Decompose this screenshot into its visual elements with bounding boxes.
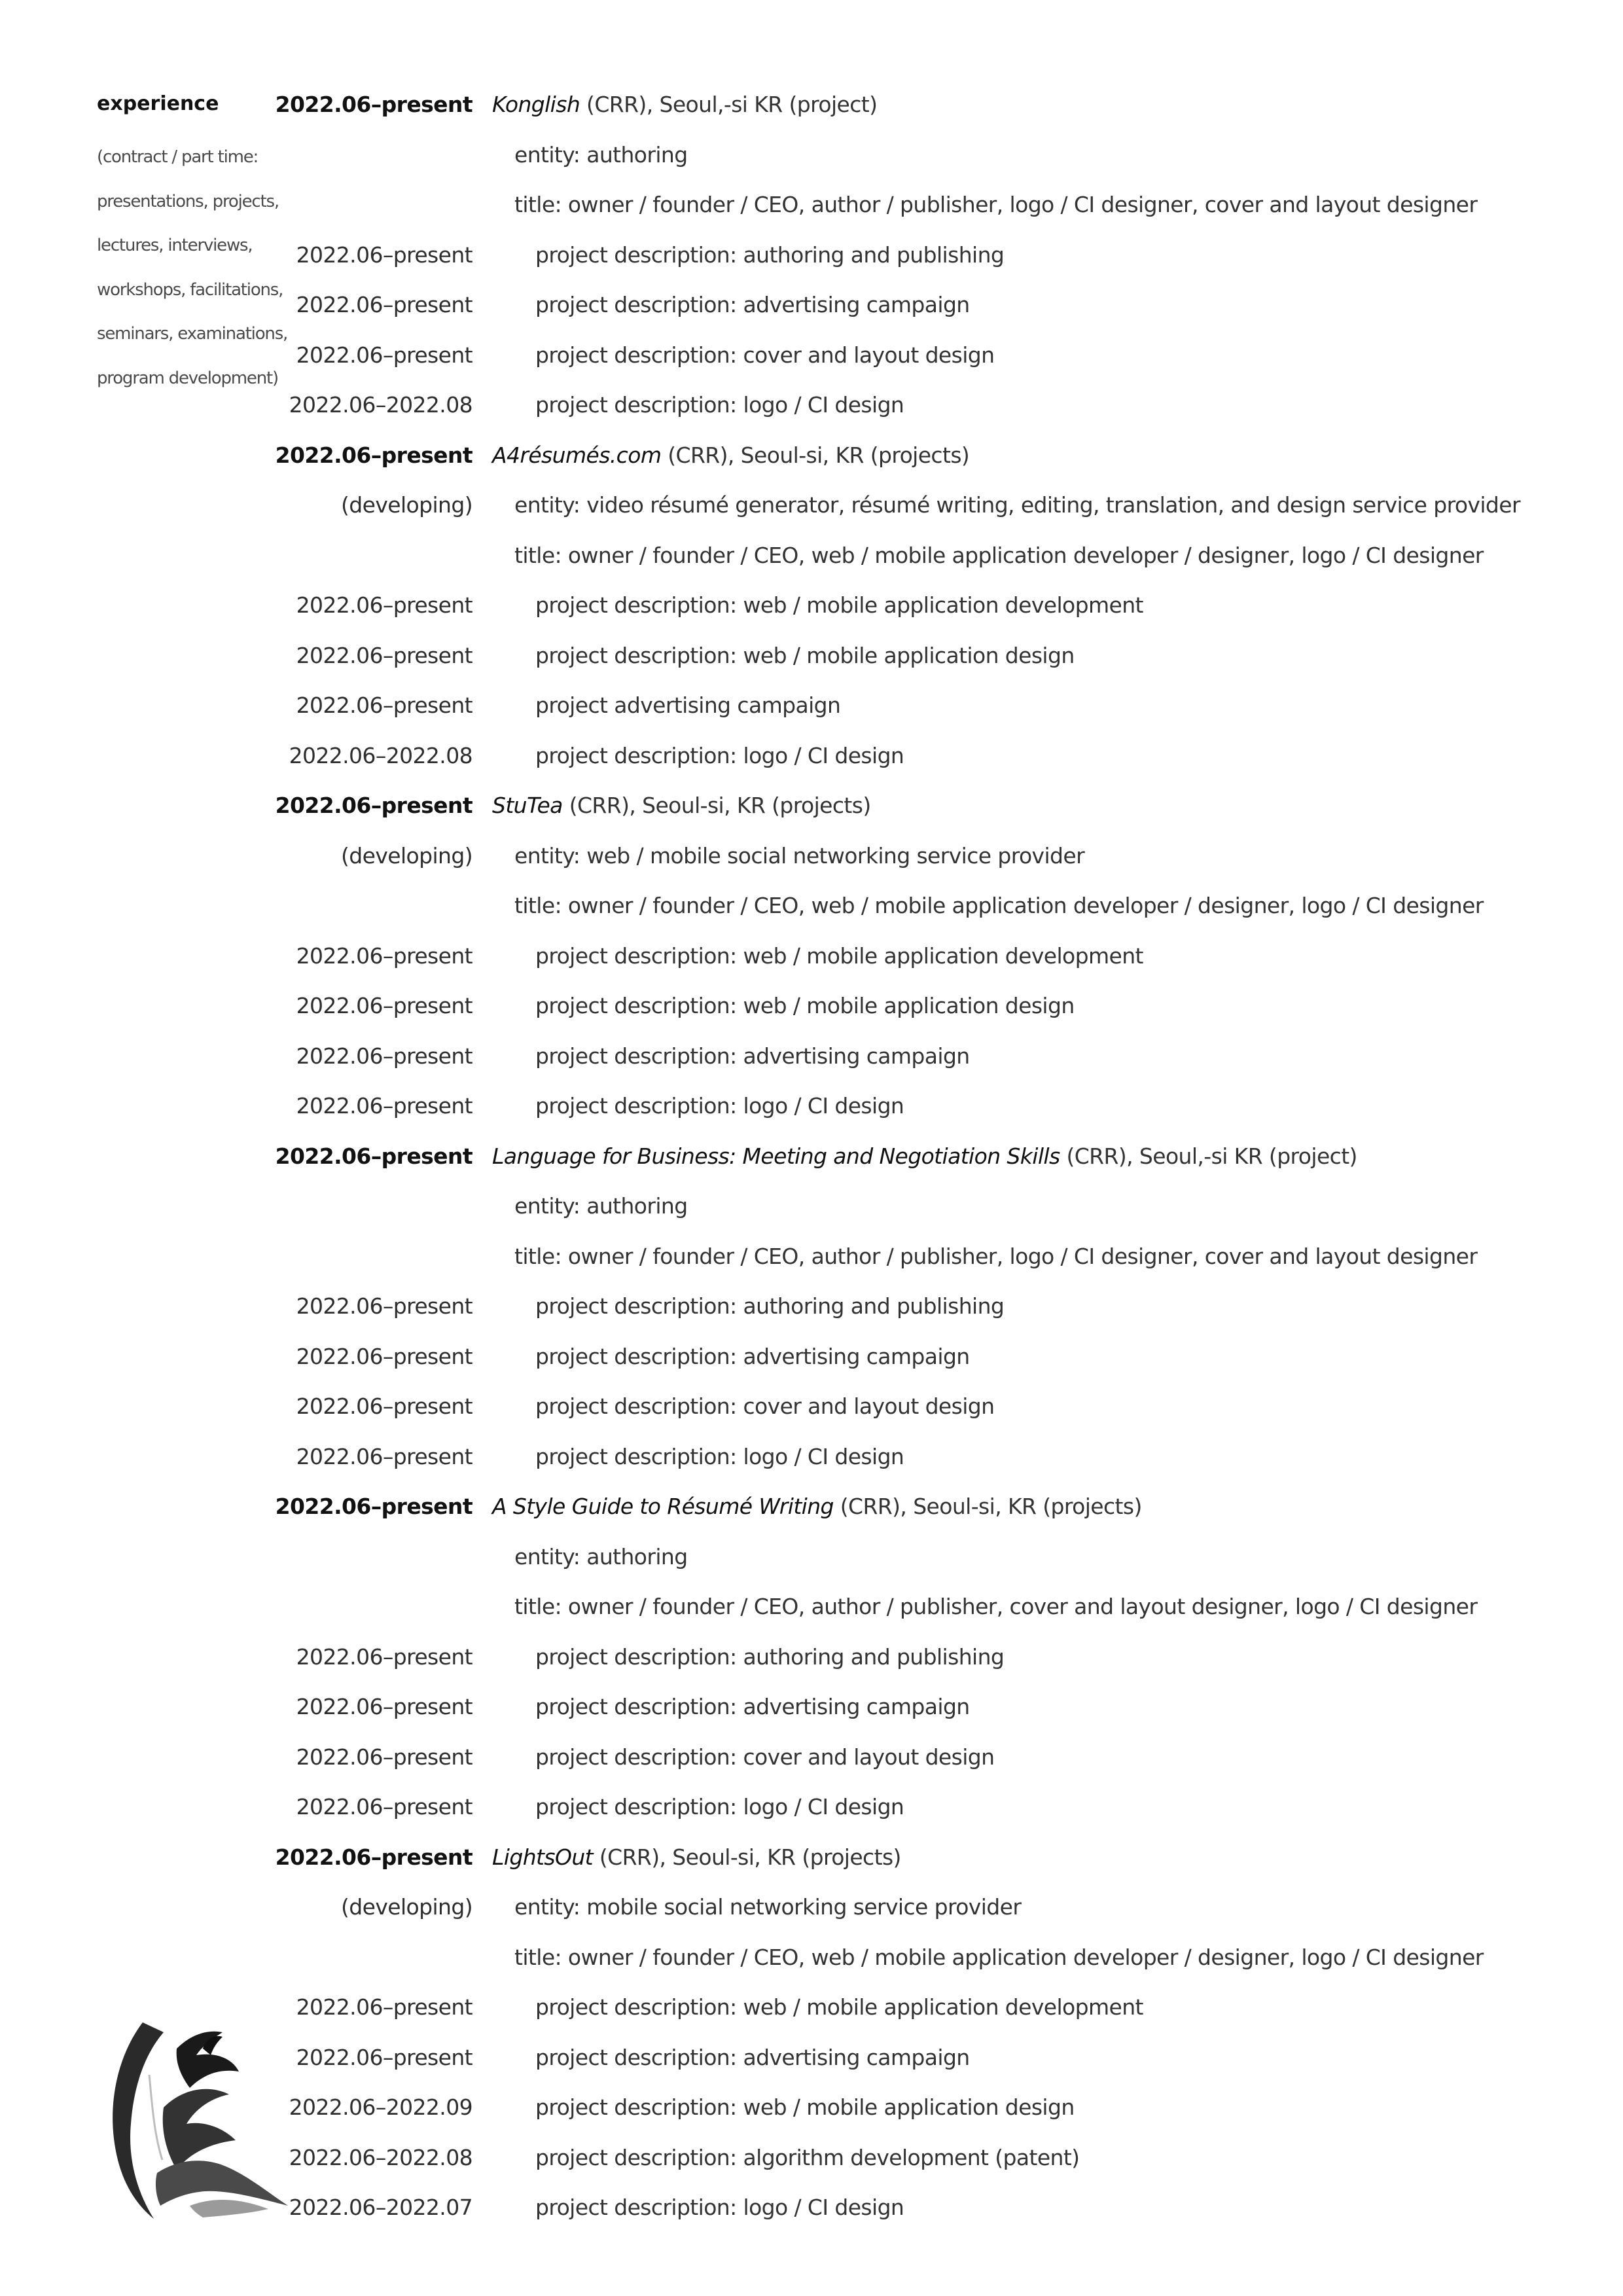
entry-detail-row	[0, 889, 1623, 940]
project-row	[0, 289, 1623, 339]
entry-date: 2022.06–present	[275, 1844, 473, 1870]
project-description: project description: logo / CI design	[535, 2195, 904, 2220]
entry-detail: entity: web / mobile social networking service provider	[514, 842, 1085, 869]
entry-date: 2022.06–present	[296, 292, 473, 317]
project-description: project description: logo / CI design	[535, 1443, 904, 1469]
project-description: project description: cover and layout design	[535, 1744, 995, 1770]
project-description: project description: web / mobile application development	[535, 1994, 1143, 2020]
entry-location: (CRR), Seoul-si, KR (projects)	[562, 793, 871, 818]
section-heading: experience	[97, 92, 219, 115]
project-description: project description: web / mobile application development	[535, 942, 1143, 969]
project-description: project description: authoring and publishing	[535, 242, 1005, 268]
entry-location: (CRR), Seoul,-si KR (project)	[1060, 1143, 1357, 1169]
project-row	[0, 1791, 1623, 1841]
project-row	[0, 639, 1623, 690]
entry-heading-row	[0, 1490, 1623, 1541]
entry-location: (CRR), Seoul-si, KR (projects)	[661, 442, 970, 468]
entry-date: 2022.06–present	[296, 592, 473, 618]
entry-date: 2022.06–present	[296, 1794, 473, 1820]
entry-date: 2022.06–present	[296, 1043, 473, 1069]
project-row	[0, 1090, 1623, 1140]
entry-title	[492, 1841, 901, 1874]
entry-date: 2022.06–present	[296, 642, 473, 668]
experience-entries	[0, 88, 1623, 2242]
project-description: project description: web / mobile application design	[535, 642, 1075, 668]
project-row	[0, 1691, 1623, 1741]
project-row	[0, 1290, 1623, 1340]
project-description: project description: web / mobile application development	[535, 592, 1143, 618]
entry-title	[492, 789, 871, 822]
entry-detail-row	[0, 139, 1623, 189]
project-row	[0, 589, 1623, 639]
entry-date: 2022.06–present	[296, 1093, 473, 1119]
project-description: project description: web / mobile application design	[535, 2094, 1075, 2120]
entry-date: 2022.06–present	[275, 1143, 473, 1169]
entry-date: 2022.06–present	[275, 442, 473, 468]
project-row	[0, 1641, 1623, 1691]
entry-date: 2022.06–present	[296, 2044, 473, 2070]
project-description: project advertising campaign	[535, 692, 841, 718]
project-name: A Style Guide to Résumé Writing	[492, 1494, 834, 1519]
entry-detail: entity: mobile social networking service provider	[514, 1894, 1022, 1920]
entry-detail: title: owner / founder / CEO, web / mobile application developer / designer, logo / CI designer	[514, 542, 1484, 568]
section-note-line: lectures, interviews,	[97, 236, 253, 256]
swirl-ornament-icon	[92, 2009, 301, 2225]
entry-heading-row	[0, 1140, 1623, 1191]
entry-heading-row	[0, 789, 1623, 840]
entry-detail-row	[0, 1541, 1623, 1591]
project-name: Konglish	[492, 92, 580, 117]
entry-date: 2022.06–present	[296, 942, 473, 969]
entry-detail: title: owner / founder / CEO, author / publisher, logo / CI designer, cover and layout designer	[514, 1243, 1478, 1269]
entry-detail-row	[0, 1190, 1623, 1240]
project-description: project description: logo / CI design	[535, 392, 904, 418]
entry-date: 2022.06–present	[296, 1643, 473, 1670]
entry-detail: title: owner / founder / CEO, web / mobile application developer / designer, logo / CI designer	[514, 1944, 1484, 1970]
entry-date: 2022.06–2022.08	[289, 2144, 473, 2170]
project-name: A4résumés.com	[492, 442, 662, 468]
entry-detail: entity: video résumé generator, résumé writing, editing, translation, and design service provider	[514, 492, 1520, 518]
entry-date: 2022.06–present	[296, 342, 473, 368]
project-description: project description: authoring and publishing	[535, 1643, 1005, 1670]
entry-detail-row	[0, 1941, 1623, 1992]
entry-title	[492, 1490, 1142, 1523]
project-name: Language for Business: Meeting and Negotiation Skills	[492, 1143, 1060, 1169]
entry-detail-row	[0, 539, 1623, 590]
project-description: project description: algorithm development (patent)	[535, 2144, 1080, 2170]
project-description: project description: advertising campaign	[535, 2044, 970, 2070]
entry-detail: entity: authoring	[514, 1543, 688, 1570]
entry-date: 2022.06–2022.07	[289, 2195, 473, 2220]
entry-date: 2022.06–2022.09	[289, 2094, 473, 2120]
project-row	[0, 940, 1623, 990]
project-row	[0, 1741, 1623, 1791]
project-description: project description: web / mobile application design	[535, 993, 1075, 1018]
entry-date: 2022.06–present	[275, 92, 473, 117]
entry-heading-row	[0, 1841, 1623, 1892]
entry-detail: entity: authoring	[514, 1193, 688, 1219]
entry-detail: title: owner / founder / CEO, web / mobile application developer / designer, logo / CI designer	[514, 893, 1484, 918]
entry-date: 2022.06–present	[296, 242, 473, 268]
entry-detail-row	[0, 1240, 1623, 1291]
project-description: project description: authoring and publishing	[535, 1293, 1005, 1319]
section-note-line: program development)	[97, 368, 278, 388]
project-row	[0, 239, 1623, 289]
entry-date: 2022.06–present	[296, 1393, 473, 1419]
entry-detail: title: owner / founder / CEO, author / publisher, logo / CI designer, cover and layout designer	[514, 192, 1478, 217]
project-description: project description: advertising campaign	[535, 1343, 970, 1369]
project-name: StuTea	[492, 793, 563, 818]
project-description: project description: cover and layout design	[535, 1393, 995, 1419]
entry-date: 2022.06–present	[296, 1744, 473, 1770]
entry-detail-row	[0, 1891, 1623, 1941]
project-description: project description: advertising campaign	[535, 292, 970, 317]
entry-date: (developing)	[341, 492, 473, 518]
entry-title	[492, 1140, 1357, 1173]
entry-title	[492, 439, 969, 472]
section-note-line: workshops, facilitations,	[97, 279, 283, 300]
entry-heading-row	[0, 88, 1623, 139]
entry-detail-row	[0, 840, 1623, 890]
entry-detail-row	[0, 188, 1623, 239]
project-row	[0, 1441, 1623, 1491]
entry-date: 2022.06–present	[296, 1343, 473, 1369]
project-row	[0, 1390, 1623, 1441]
entry-date: 2022.06–present	[296, 692, 473, 718]
entry-date: 2022.06–2022.08	[289, 742, 473, 768]
project-description: project description: logo / CI design	[535, 1093, 904, 1119]
entry-detail-row	[0, 489, 1623, 539]
entry-location: (CRR), Seoul-si, KR (projects)	[592, 1844, 901, 1870]
project-description: project description: advertising campaign	[535, 1694, 970, 1719]
section-note-line: seminars, examinations,	[97, 324, 288, 344]
project-row	[0, 740, 1623, 790]
entry-location: (CRR), Seoul-si, KR (projects)	[833, 1494, 1142, 1519]
entry-detail-row	[0, 1590, 1623, 1641]
entry-location: (CRR), Seoul,-si KR (project)	[580, 92, 878, 117]
project-description: project description: logo / CI design	[535, 1794, 904, 1820]
entry-detail: entity: authoring	[514, 141, 688, 168]
project-row	[0, 389, 1623, 439]
project-description: project description: logo / CI design	[535, 742, 904, 768]
project-row	[0, 1040, 1623, 1090]
entry-date: 2022.06–present	[275, 1494, 473, 1519]
project-row	[0, 689, 1623, 740]
project-description: project description: advertising campaign	[535, 1043, 970, 1069]
entry-heading-row	[0, 439, 1623, 490]
project-description: project description: cover and layout design	[535, 342, 995, 368]
entry-date: 2022.06–present	[296, 1694, 473, 1719]
entry-title	[492, 88, 877, 121]
entry-date: 2022.06–2022.08	[289, 392, 473, 418]
section-note-line: presentations, projects,	[97, 191, 279, 211]
entry-date: 2022.06–present	[296, 1443, 473, 1469]
project-name: LightsOut	[492, 1844, 593, 1870]
entry-date: 2022.06–present	[296, 1994, 473, 2020]
project-row	[0, 1340, 1623, 1391]
project-row	[0, 339, 1623, 389]
section-note-line: (contract / part time:	[97, 147, 259, 167]
entry-date: 2022.06–present	[296, 993, 473, 1018]
entry-date: 2022.06–present	[275, 793, 473, 818]
entry-date: (developing)	[341, 1894, 473, 1920]
project-row	[0, 990, 1623, 1040]
entry-detail: title: owner / founder / CEO, author / publisher, cover and layout designer, logo / CI designer	[514, 1594, 1478, 1619]
entry-date: 2022.06–present	[296, 1293, 473, 1319]
entry-date: (developing)	[341, 842, 473, 869]
